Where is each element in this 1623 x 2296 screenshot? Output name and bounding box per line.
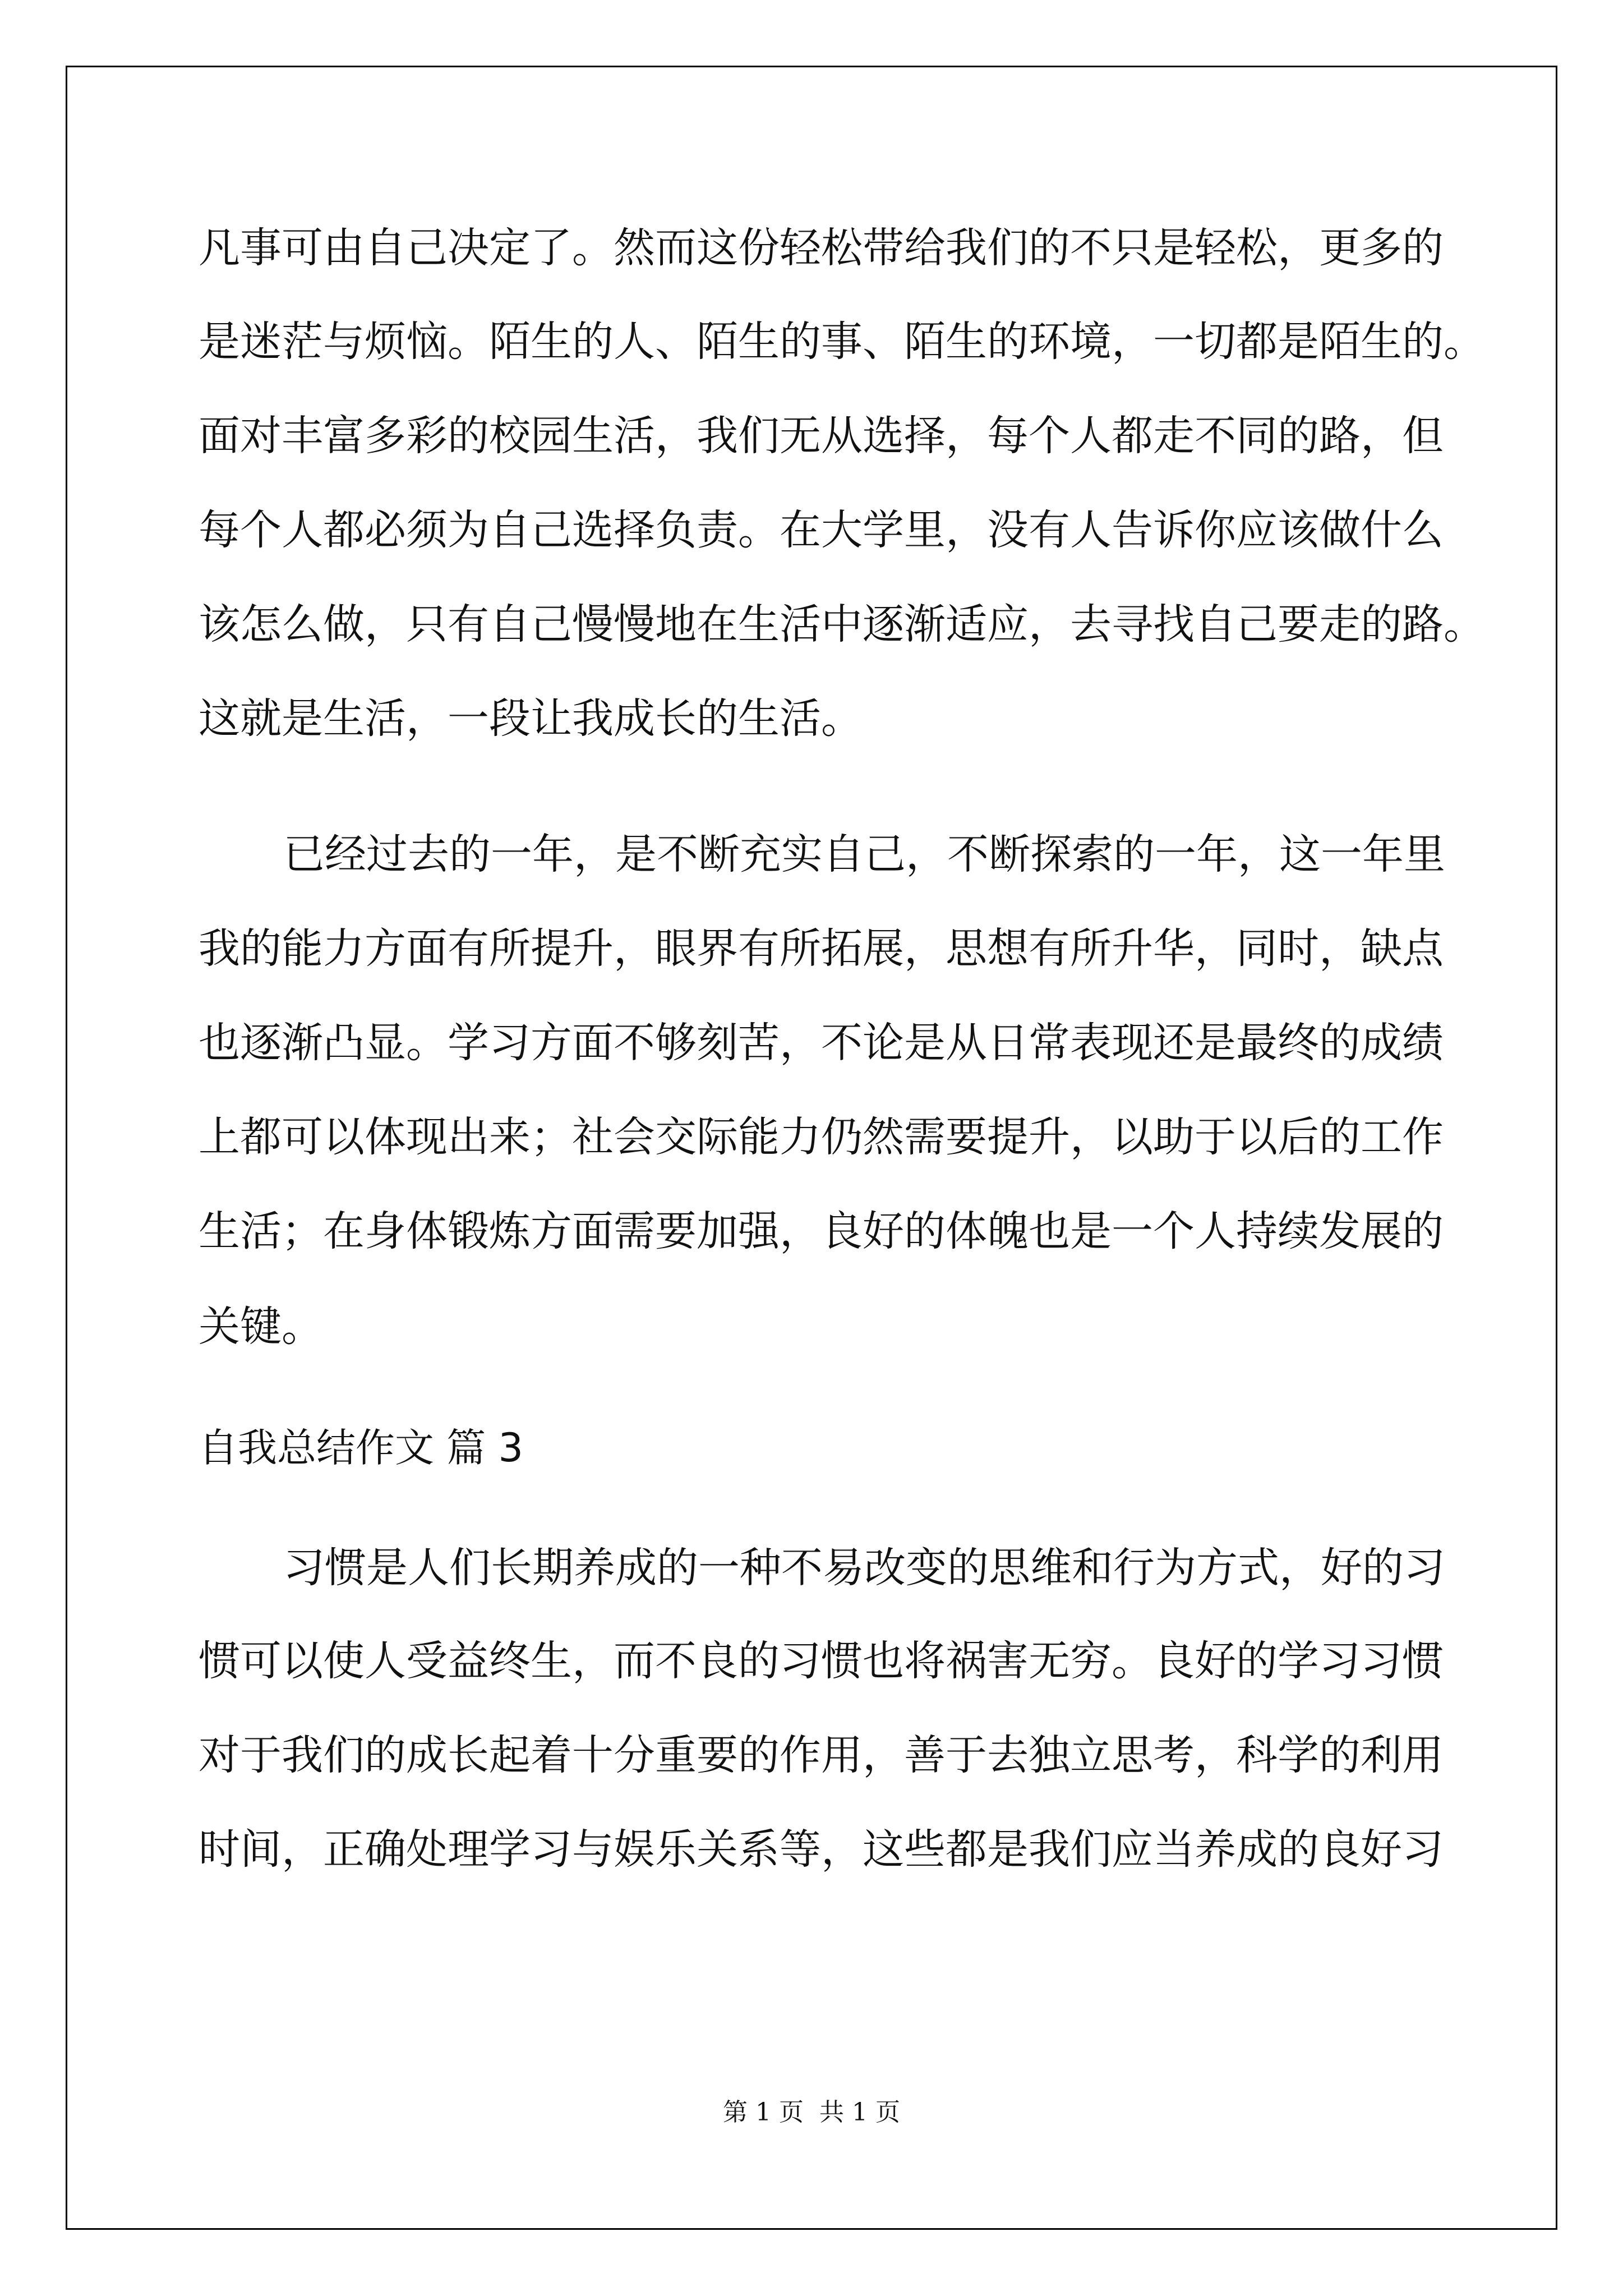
body-line: 关键。: [199, 1303, 323, 1351]
body-line: 时间，正确处理学习与娱乐关系等，这些都是我们应当养成的良好习: [199, 1825, 1444, 1874]
body-line: 对于我们的成长起着十分重要的作用，善于去独立思考，科学的利用: [199, 1731, 1444, 1779]
body-line: 这就是生活，一段让我成长的生活。: [199, 694, 863, 743]
paragraph-first-line: 已经过去的一年，是不断充实自己，不断探索的一年，这一年里: [283, 830, 1445, 878]
body-line: 该怎么做，只有自己慢慢地在生活中逐渐适应，去寻找自己要走的路。: [199, 600, 1485, 648]
body-line: 上都可以体现出来；社会交际能力仍然需要提升，以助于以后的工作: [199, 1113, 1444, 1161]
body-line: 是迷茫与烦恼。陌生的人、陌生的事、陌生的环境，一切都是陌生的。: [199, 318, 1485, 366]
page-total: 共 1 页: [819, 2098, 900, 2127]
body-line: 每个人都必须为自己选择负责。在大学里，没有人告诉你应该做什么: [199, 506, 1444, 554]
paragraph-first-line: 习惯是人们长期养成的一种不易改变的思维和行为方式，好的习: [283, 1544, 1445, 1592]
body-line: 凡事可由自己决定了。然而这份轻松带给我们的不只是轻松，更多的: [199, 224, 1444, 272]
body-line: 生活；在身体锻炼方面需要加强，良好的体魄也是一个人持续发展的: [199, 1207, 1444, 1255]
body-line: 我的能力方面有所提升，眼界有所拓展，思想有所升华，同时，缺点: [199, 924, 1444, 973]
body-line: 也逐渐凸显。学习方面不够刻苦，不论是从日常表现还是最终的成绩: [199, 1019, 1444, 1067]
body-line: 面对丰富多彩的校园生活，我们无从选择，每个人都走不同的路，但: [199, 412, 1444, 460]
page-footer: [0, 2096, 1623, 2129]
section-heading: 自我总结作文 篇 3: [199, 1425, 524, 1471]
body-line: 惯可以使人受益终生，而不良的习惯也将祸害无穷。良好的学习习惯: [199, 1637, 1444, 1685]
page-number: 第 1 页: [723, 2098, 804, 2127]
